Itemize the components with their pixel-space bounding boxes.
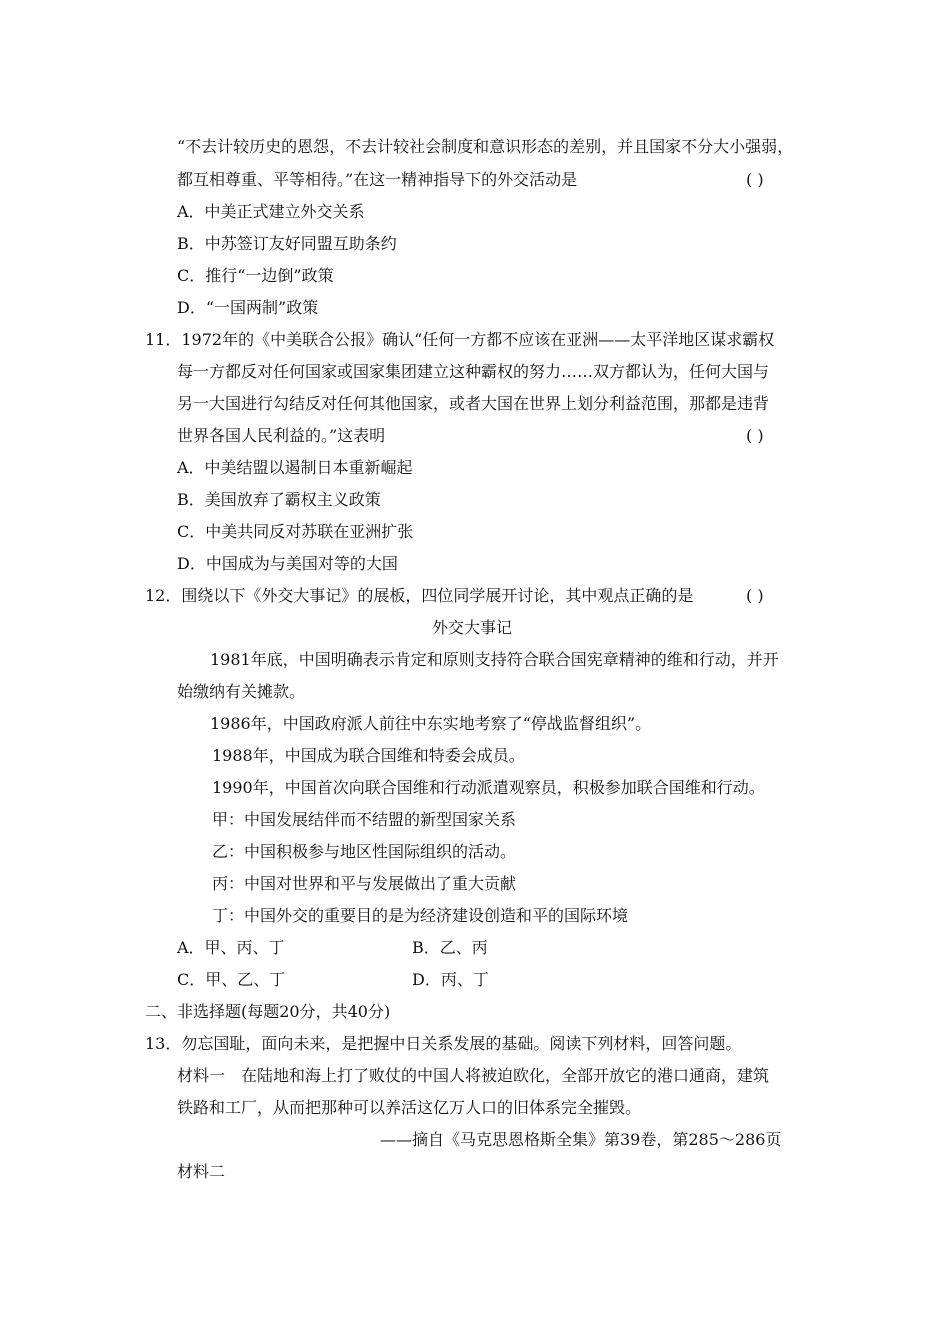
q10-stem-line2: 都互相尊重、平等相待。”在这一精神指导下的外交活动是: [177, 170, 578, 189]
q12-event-1981-line1: 1981年底，中国明确表示肯定和原则支持符合联合国宪章精神的维和行动，并开: [210, 650, 779, 669]
q13-material1-line1: 材料一 在陆地和海上打了败仗的中国人将被迫欧化，全部开放它的港口通商，建筑: [177, 1066, 770, 1085]
q12-event-1988: 1988年，中国成为联合国维和特委会成员。: [212, 746, 525, 765]
q12-view-ding: 丁：中国外交的重要目的是为经济建设创造和平的国际环境: [212, 906, 629, 925]
q12-view-jia: 甲：中国发展结伴而不结盟的新型国家关系: [212, 810, 517, 829]
q11-stem-line1: 11．1972年的《中美联合公报》确认“任何一方都不应该在亚洲——太平洋地区谋求霸权: [145, 330, 775, 349]
q10-option-b: B．中苏签订友好同盟互助条约: [177, 234, 397, 253]
q13-material1-line2: 铁路和工厂，从而把那种可以养活这亿万人口的旧体系完全摧毁。: [177, 1098, 642, 1117]
q10-option-c: C．推行“一边倒”政策: [177, 266, 334, 285]
q12-event-1986: 1986年，中国政府派人前往中东实地考察了“停战监督组织”。: [210, 714, 652, 733]
q12-option-c: C．甲、乙、丁: [177, 970, 286, 989]
q12-answer-blank: ( ): [746, 586, 764, 605]
q12-view-yi: 乙：中国积极参与地区性国际组织的活动。: [212, 842, 517, 861]
q10-option-d: D．“一国两制”政策: [177, 298, 319, 317]
q11-option-a: A．中美结盟以遏制日本重新崛起: [177, 458, 413, 477]
q13-stem: 13．勿忘国耻，面向未来，是把握中日关系发展的基础。阅读下列材料，回答问题。: [145, 1034, 742, 1053]
q10-option-a: A．中美正式建立外交关系: [177, 202, 365, 221]
q12-board-title: 外交大事记: [432, 618, 513, 637]
q11-option-c: C．中美共同反对苏联在亚洲扩张: [177, 522, 414, 541]
q11-stem-line2: 每一方都反对任何国家或国家集团建立这种霸权的努力……双方都认为，任何大国与: [177, 362, 770, 381]
q11-stem-line4: 世界各国人民利益的。”这表明: [177, 426, 386, 445]
q13-material1-source: ——摘自《马克思恩格斯全集》第39卷，第285～286页: [380, 1130, 782, 1149]
q11-stem-line3: 另一大国进行勾结反对任何其他国家，或者大国在世界上划分利益范围，那都是违背: [177, 394, 770, 413]
q12-event-1990: 1990年，中国首次向联合国维和行动派遣观察员，积极参加联合国维和行动。: [212, 778, 765, 797]
q12-option-d: D．丙、丁: [412, 970, 489, 989]
q12-option-b: B．乙、丙: [412, 938, 488, 957]
q11-option-b: B．美国放弃了霸权主义政策: [177, 490, 381, 509]
q12-view-bing: 丙：中国对世界和平与发展做出了重大贡献: [212, 874, 517, 893]
section2-heading: 二、非选择题(每题20分，共40分): [145, 1002, 391, 1021]
q11-answer-blank: ( ): [746, 426, 764, 445]
q12-event-1981-line2: 始缴纳有关摊款。: [177, 682, 306, 701]
q12-stem: 12．围绕以下《外交大事记》的展板，四位同学展开讨论，其中观点正确的是: [145, 586, 694, 605]
q11-option-d: D．中国成为与美国对等的大国: [177, 554, 398, 573]
q13-material2-label: 材料二: [177, 1162, 226, 1181]
q10-stem-line1: “不去计较历史的恩怨，不去计较社会制度和意识形态的差别，并且国家不分大小强弱，: [177, 137, 794, 156]
q10-answer-blank: ( ): [746, 170, 764, 189]
q12-option-a: A．甲、丙、丁: [177, 938, 285, 957]
